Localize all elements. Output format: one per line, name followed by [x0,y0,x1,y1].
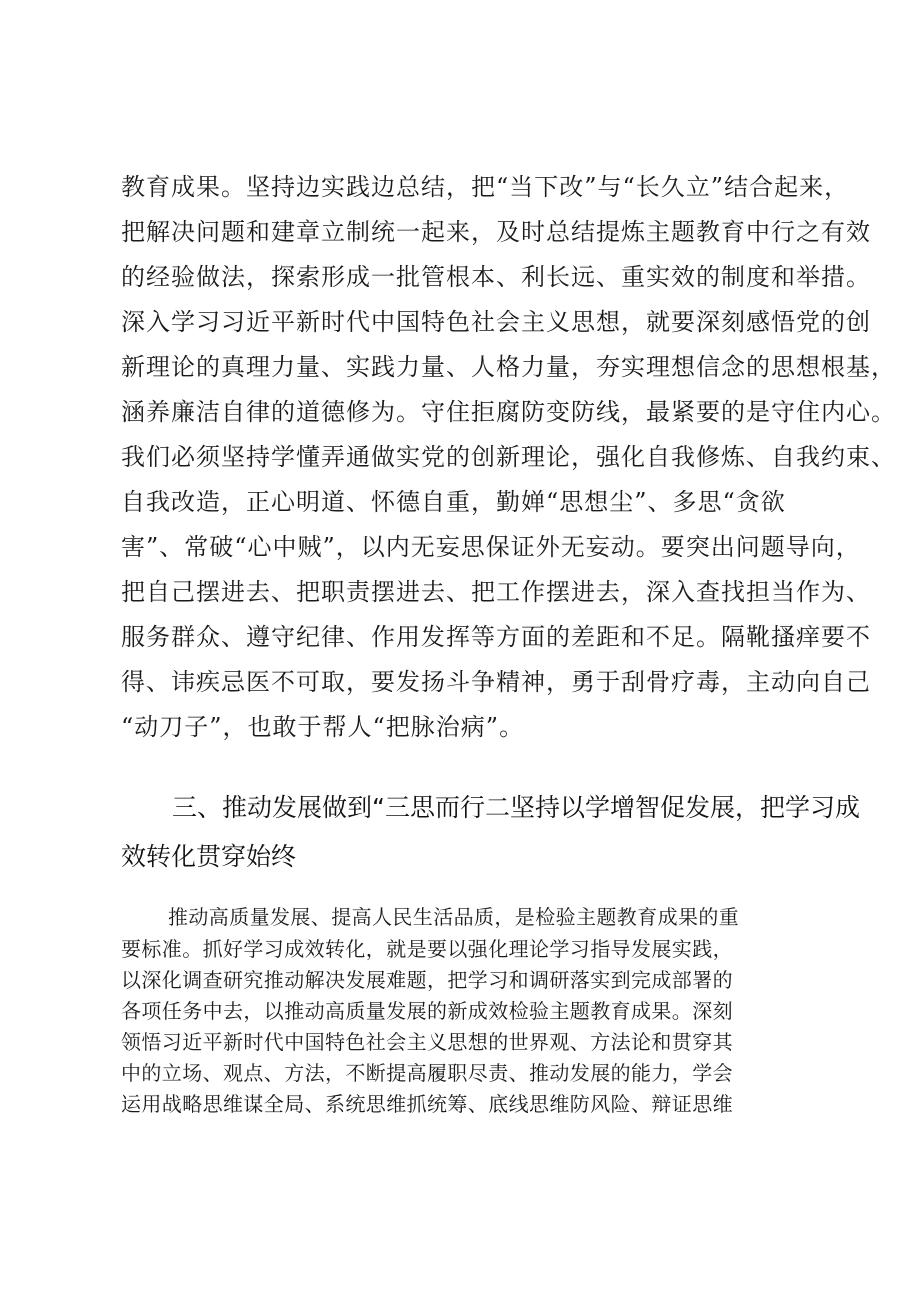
paragraph-line: 领悟习近平新时代中国特色社会主义思想的世界观、方法论和贯穿其 [121,1030,733,1054]
paragraph-line: 运用战略思维谋全局、系统思维抓统筹、底线思维防风险、辩证思维 [121,1092,733,1116]
paragraph-line: 服务群众、遵守纪律、作用发挥等方面的差距和不足。隔靴搔痒要不 [121,623,871,651]
paragraph-line: 推动高质量发展、提高人民生活品质，是检验主题教育成果的重 [168,905,740,929]
paragraph-line: 以深化调查研究推动解决发展难题，把学习和调研落实到完成部署的 [121,968,733,992]
paragraph-line: 的经验做法，探索形成一批管根本、利长远、重实效的制度和举措。 [121,263,871,291]
paragraph-line: 要标准。抓好学习成效转化，就是要以强化理论学习指导发展实践， [121,937,733,961]
paragraph-line: 我们必须坚持学懂弄通做实党的创新理论，强化自我修炼、自我约束、 [121,443,896,471]
paragraph-line: 各项任务中去，以推动高质量发展的新成效检验主题教育成果。深刻 [121,999,733,1023]
heading-line: 三、推动发展做到“三思而行二坚持以学增智促发展，把学习成 [172,793,860,822]
paragraph-line: 中的立场、观点、方法，不断提高履职尽责、推动发展的能力，学会 [121,1061,733,1085]
paragraph-line: 深入学习习近平新时代中国特色社会主义思想，就要深刻感悟党的创 [121,308,871,336]
paragraph-line: 害”、常破“心中贼”，以内无妄思保证外无妄动。要突出问题导向， [121,533,861,561]
paragraph-line: “动刀子”，也敢于帮人“把脉治病”。 [121,713,525,741]
paragraph-line: 得、讳疾忌医不可取，要发扬斗争精神，勇于刮骨疗毒，主动向自己 [121,668,871,696]
paragraph-line: 把自己摆进去、把职责摆进去、把工作摆进去，深入查找担当作为、 [121,578,871,606]
heading-line: 效转化贯穿始终 [121,842,297,871]
paragraph-line: 涵养廉洁自律的道德修为。守住拒腐防变防线，最紧要的是守住内心。 [121,398,896,426]
paragraph-line: 把解决问题和建章立制统一起来，及时总结提炼主题教育中行之有效 [121,218,871,246]
paragraph-line: 自我改造，正心明道、怀德自重，勤婵“思想尘”、多思“贪欲 [121,488,786,516]
paragraph-line: 新理论的真理力量、实践力量、人格力量，夯实理想信念的思想根基， [121,353,896,381]
paragraph-line: 教育成果。坚持边实践边总结，把“当下改”与“长久立”结合起来， [121,173,850,201]
